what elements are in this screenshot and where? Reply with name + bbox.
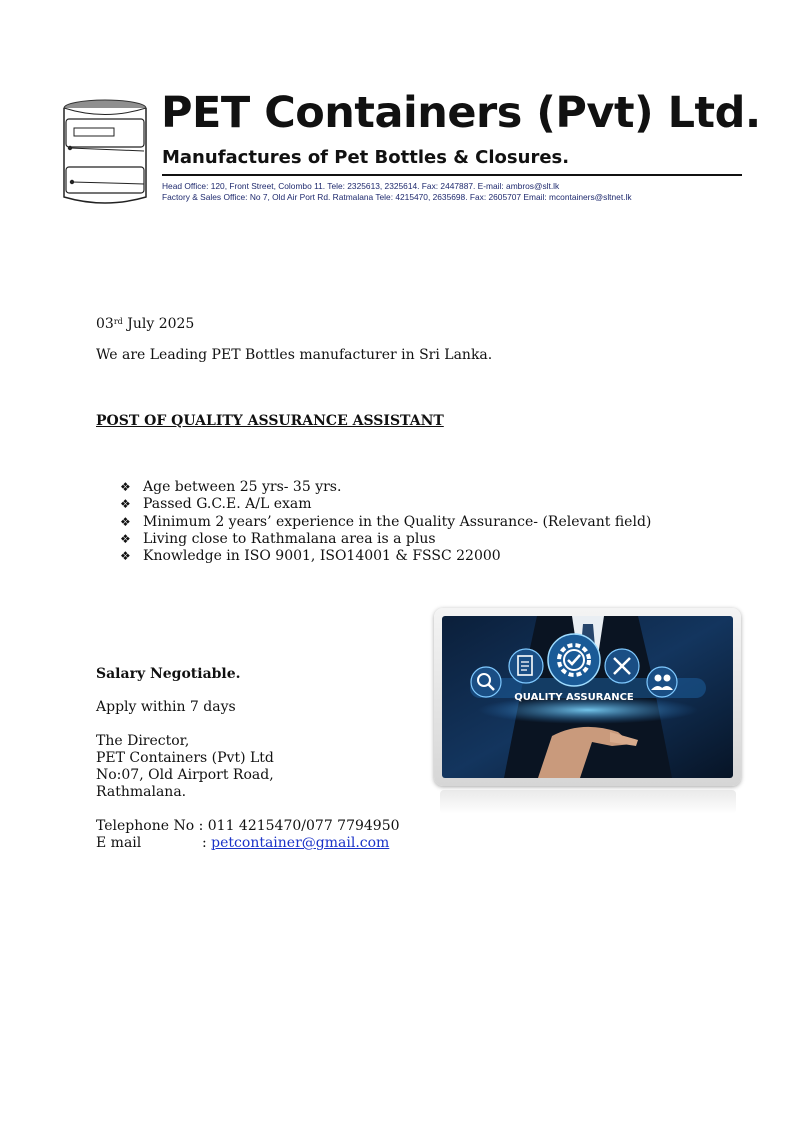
- company-tagline: Manufactures of Pet Bottles & Closures.: [162, 147, 570, 168]
- factory-office-line: Factory & Sales Office: No 7, Old Air Port Rd. Ratmalana Tele: 4215470, 2635698. Fax: 2605707 Email: mcontainers@sltnet.lk: [162, 192, 632, 202]
- email-label: E mail: [96, 835, 142, 851]
- address-line: The Director,: [96, 733, 190, 749]
- mailing-address: [96, 733, 274, 801]
- address-line: PET Containers (Pvt) Ltd: [96, 750, 274, 766]
- list-item: ❖ Living close to Rathmalana area is a plus: [120, 530, 436, 547]
- list-item: ❖ Knowledge in ISO 9001, ISO14001 & FSSC 22000: [120, 548, 501, 565]
- bullet-icon: ❖: [120, 549, 131, 564]
- qa-illustration: [442, 616, 733, 778]
- contact-block: [96, 818, 400, 852]
- email-row: E mail : petcontainer@gmail.com: [96, 835, 390, 851]
- qa-banner-text: QUALITY ASSURANCE: [514, 692, 634, 703]
- list-item: ❖ Passed G.C.E. A/L exam: [120, 496, 312, 513]
- phone-label: Telephone No: [96, 818, 195, 834]
- email-link[interactable]: petcontainer@gmail.com: [211, 835, 390, 851]
- head-office-line: Head Office: 120, Front Street, Colombo 11. Tele: 2325613, 2325614. Fax: 2447887. E-mail: ambros@slt.lk: [162, 181, 560, 191]
- address-line: No:07, Old Airport Road,: [96, 767, 274, 783]
- list-item: ❖ Age between 25 yrs- 35 yrs.: [120, 479, 342, 495]
- address-line: Rathmalana.: [96, 784, 187, 800]
- quality-assurance-image: [442, 616, 733, 778]
- requirements-list: [120, 479, 651, 565]
- salary-text: Salary Negotiable.: [96, 666, 241, 682]
- users-icon: [647, 667, 677, 697]
- intro-text: We are Leading PET Bottles manufacturer in Sri Lanka.: [96, 347, 493, 363]
- bullet-icon: ❖: [120, 531, 131, 546]
- letterhead-rule: [162, 174, 742, 176]
- qa-image-reflection: [440, 790, 736, 814]
- tools-icon: [605, 649, 639, 683]
- letter-date: 03rd July 2025: [96, 316, 195, 332]
- company-logo-icon: [60, 97, 150, 207]
- phone-row: [96, 818, 400, 835]
- bullet-icon: ❖: [120, 480, 131, 494]
- list-item: ❖ Minimum 2 years’ experience in the Quality Assurance- (Relevant field): [120, 513, 652, 530]
- company-name: PET Containers (Pvt) Ltd.: [161, 88, 761, 138]
- gear-check-icon: [548, 634, 600, 686]
- post-title: POST OF QUALITY ASSURANCE ASSISTANT: [96, 413, 444, 429]
- apply-deadline: Apply within 7 days: [96, 699, 236, 715]
- bullet-icon: ❖: [120, 514, 131, 529]
- magnifier-icon: [471, 667, 501, 697]
- bullet-icon: ❖: [120, 497, 131, 512]
- phone-value: : 011 4215470/077 7794950: [198, 818, 400, 834]
- document-icon: [509, 649, 543, 683]
